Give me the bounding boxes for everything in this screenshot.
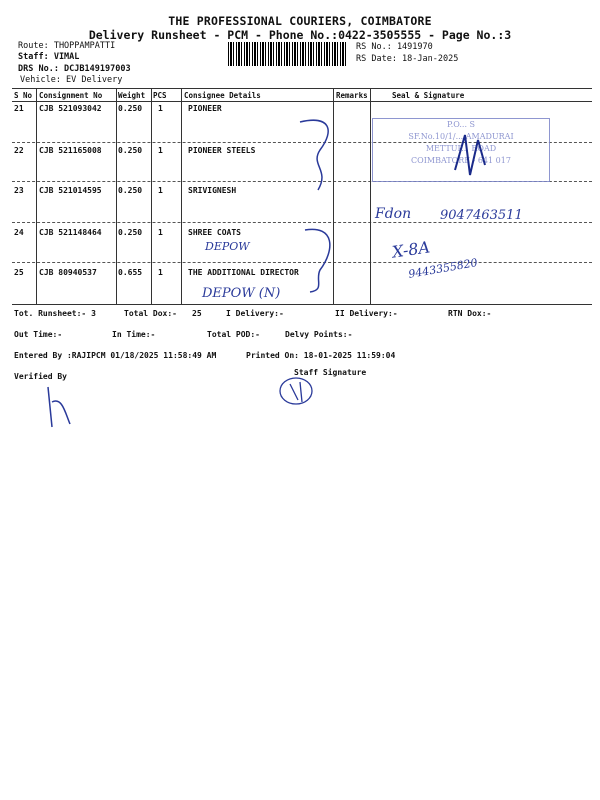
- route-label: Route: THOPPAMPATTI: [18, 41, 116, 51]
- cell-consignee: PIONEER STEELS: [188, 146, 256, 155]
- column-divider: [181, 88, 182, 304]
- total-dox-value: 25: [192, 309, 202, 318]
- cell-consignment: CJB 521148464: [39, 228, 102, 237]
- cell-pcs: 1: [158, 186, 163, 195]
- cell-consignee: THE ADDITIONAL DIRECTOR: [188, 268, 299, 277]
- signature-scribble: [450, 130, 490, 180]
- cell-weight: 0.250: [118, 186, 143, 195]
- stamp-line: P.O... S: [446, 120, 476, 129]
- staff-signature: Staff Signature: [294, 368, 367, 377]
- stamp-line: SF.No.10/1/... AMADURAI: [408, 132, 514, 141]
- rtn-dox: RTN Dox:-: [448, 309, 492, 318]
- stamp-line: COIMBATORE - 641 017: [411, 156, 511, 165]
- vehicle-label: Vehicle: EV Delivery: [20, 75, 123, 85]
- cell-weight: 0.250: [118, 228, 143, 237]
- cell-consignment: CJB 521093042: [39, 104, 102, 113]
- handwritten-phone: 9443355820: [407, 256, 479, 281]
- cell-pcs: 1: [158, 228, 163, 237]
- staff-label: Staff: VIMAL: [18, 52, 80, 62]
- col-header-sno: S No: [14, 91, 33, 100]
- column-divider: [151, 88, 152, 304]
- col-header-consignee: Consignee Details: [184, 91, 261, 100]
- rs-date: RS Date: 18-Jan-2025: [356, 54, 459, 64]
- cell-sno: 22: [14, 146, 24, 155]
- cell-consignment: CJB 80940537: [39, 268, 97, 277]
- cell-consignee: SRIVIGNESH: [188, 186, 237, 195]
- cell-pcs: 1: [158, 146, 163, 155]
- cell-consignee: PIONEER: [188, 104, 222, 113]
- table-bottom-border: [12, 304, 592, 305]
- table-header-border: [12, 101, 592, 102]
- column-divider: [36, 88, 37, 304]
- column-divider: [370, 88, 371, 304]
- handwritten-note: DEPOW (N): [202, 286, 281, 301]
- cell-weight: 0.250: [118, 104, 143, 113]
- drs-number: DRS No.: DCJB149197003: [18, 64, 131, 74]
- handwritten-phone: 9047463511: [440, 208, 523, 223]
- total-dox-label: Total Dox:-: [124, 309, 177, 318]
- cell-consignee: SHREE COATS: [188, 228, 241, 237]
- cell-sno: 25: [14, 268, 24, 277]
- cell-pcs: 1: [158, 104, 163, 113]
- cell-consignment: CJB 521165008: [39, 146, 102, 155]
- stamp-line: METTUP... ROAD: [425, 144, 497, 153]
- verifier-signature-scribble: [40, 382, 80, 432]
- in-time: In Time:-: [112, 330, 156, 339]
- cell-sno: 23: [14, 186, 24, 195]
- table-top-border: [12, 88, 592, 89]
- cell-pcs: 1: [158, 268, 163, 277]
- handwritten-mark: X-8A: [390, 237, 432, 262]
- column-divider: [116, 88, 117, 304]
- cell-consignment: CJB 521014595: [39, 186, 102, 195]
- col-header-weight: Weight: [118, 91, 146, 100]
- col-header-consignment: Consignment No: [39, 91, 103, 100]
- cell-weight: 0.655: [118, 268, 143, 277]
- handwritten-name: Fdon: [375, 206, 412, 222]
- entered-by: Entered By :RAJIPCM 01/18/2025 11:58:49 AM: [14, 351, 217, 360]
- cell-weight: 0.250: [118, 146, 143, 155]
- ii-delivery: II Delivery:-: [335, 309, 398, 318]
- delvy-points: Delvy Points:-: [285, 330, 353, 339]
- runsheet-subtitle: Delivery Runsheet - PCM - Phone No.:0422-3505555 - Page No.:3: [88, 28, 512, 42]
- total-runsheet: Tot. Runsheet:- 3: [14, 309, 96, 318]
- col-header-remarks: Remarks: [336, 91, 368, 100]
- out-time: Out Time:-: [14, 330, 63, 339]
- company-title: THE PROFESSIONAL COURIERS, COIMBATORE: [168, 14, 432, 28]
- col-header-pcs: PCS: [153, 91, 167, 100]
- handwritten-brace-mark: [290, 110, 350, 295]
- cell-sno: 24: [14, 228, 24, 237]
- i-delivery: I Delivery:-: [226, 309, 284, 318]
- staff-signature-scribble: [276, 374, 326, 408]
- col-header-seal: Seal & Signature: [392, 91, 465, 100]
- verified-by: Verified By: [14, 372, 67, 381]
- cell-sno: 21: [14, 104, 24, 113]
- barcode: [228, 42, 348, 66]
- total-pod: Total POD:-: [207, 330, 260, 339]
- printed-on: Printed On: 18-01-2025 11:59:04: [246, 351, 396, 360]
- handwritten-note: DEPOW: [205, 240, 250, 253]
- rs-number: RS No.: 1491970: [356, 42, 433, 52]
